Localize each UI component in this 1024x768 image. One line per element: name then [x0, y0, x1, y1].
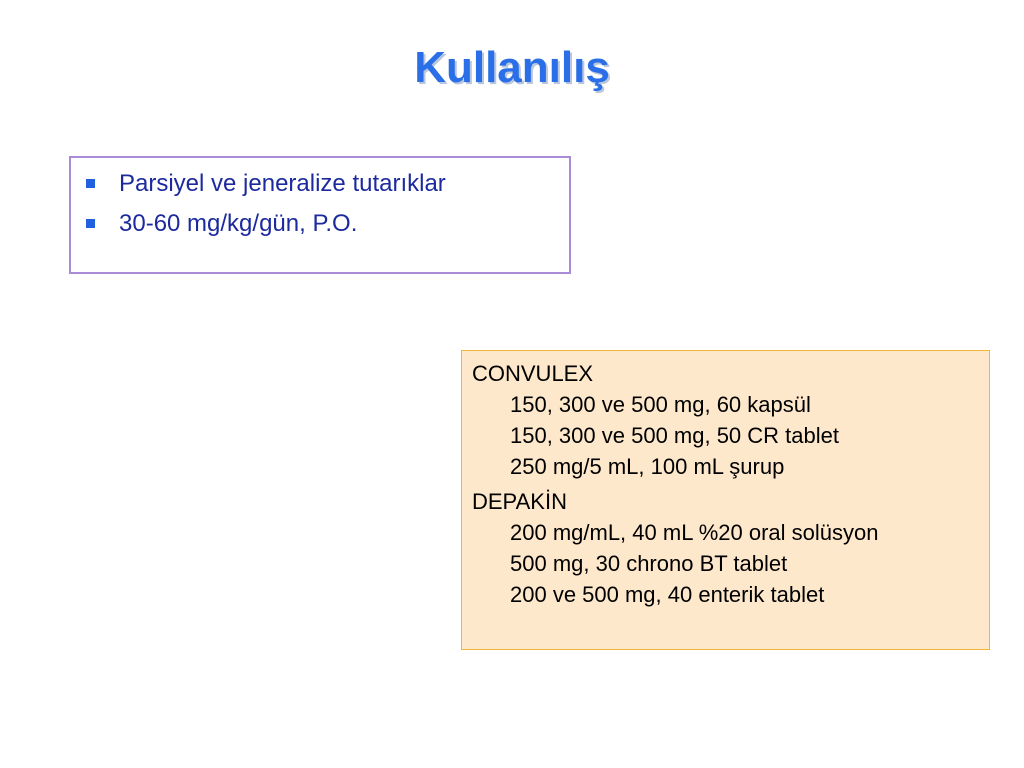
square-bullet-icon	[86, 179, 95, 188]
product-group-depakin	[472, 487, 989, 610]
product-lines	[472, 389, 989, 482]
usage-list	[71, 168, 569, 248]
product-line: 200 ve 500 mg, 40 enterik tablet	[510, 582, 825, 607]
product-name: DEPAKİN	[472, 489, 567, 514]
product-line: 150, 300 ve 500 mg, 60 kapsül	[510, 392, 811, 417]
product-group-convulex	[472, 359, 989, 482]
product-line: 200 mg/mL, 40 mL %20 oral solüsyon	[510, 520, 879, 545]
usage-item-text: Parsiyel ve jeneralize tutarıklar	[119, 170, 446, 197]
usage-item-text: 30-60 mg/kg/gün, P.O.	[119, 210, 358, 237]
product-lines	[472, 517, 989, 610]
usage-item	[71, 168, 569, 208]
product-name: CONVULEX	[472, 361, 594, 386]
slide-title: Kullanılış	[414, 43, 610, 92]
product-line: 500 mg, 30 chrono BT tablet	[510, 551, 788, 576]
products-box	[461, 350, 990, 650]
usage-box	[69, 156, 571, 274]
product-line: 150, 300 ve 500 mg, 50 CR tablet	[510, 423, 839, 448]
square-bullet-icon	[86, 219, 95, 228]
product-line: 250 mg/5 mL, 100 mL şurup	[510, 454, 785, 479]
usage-item	[71, 208, 569, 248]
